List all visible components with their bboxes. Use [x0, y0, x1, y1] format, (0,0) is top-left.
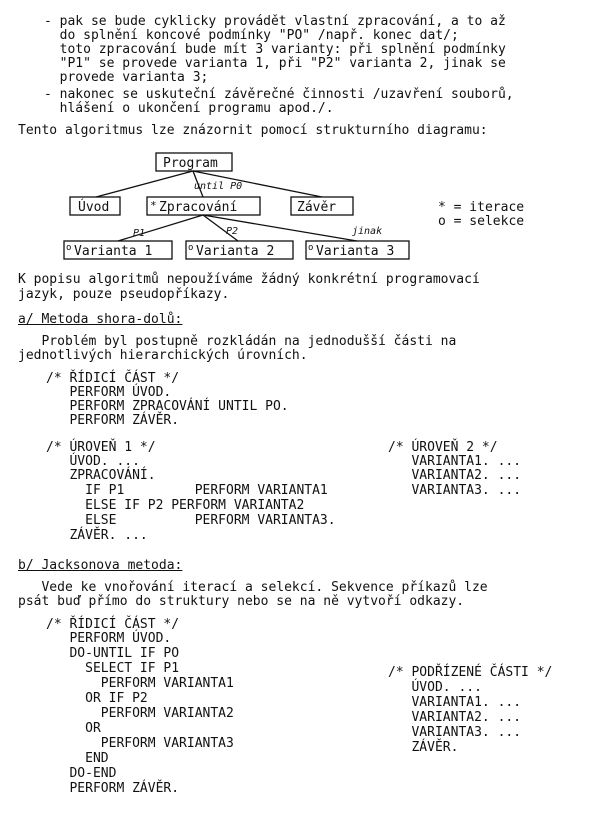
- code-line: ZPRACOVÁNÍ.: [46, 468, 156, 483]
- section-b-heading: b/ Jacksonova metoda:: [18, 558, 183, 573]
- intro-line: - pak se bude cyklicky provádět vlastní zpracování, a to až: [44, 14, 506, 29]
- code-line: PERFORM VARIANTA3: [46, 736, 234, 751]
- diagram-label-varianta1: Varianta 1: [74, 244, 153, 259]
- code-line: /* PODŘÍZENÉ ČÁSTI */: [388, 665, 553, 680]
- intro-line: do splnění koncové podmínky "PO" /např. konec dat/;: [44, 28, 459, 43]
- code-line: VARIANTA2. ...: [388, 468, 522, 483]
- intro-line: hlášení o ukončení programu apod./.: [44, 101, 334, 116]
- diagram-label-p1: P1: [133, 228, 146, 239]
- code-line: VARIANTA1. ...: [388, 695, 522, 710]
- code-line: OR IF P2: [46, 691, 148, 706]
- diagram-label-zaver: Závěr: [297, 200, 337, 215]
- code-line: PERFORM VARIANTA1: [46, 676, 234, 691]
- diagram-label-varianta3: Varianta 3: [316, 244, 395, 259]
- code-line: ELSE PERFORM VARIANTA3.: [46, 513, 336, 528]
- code-line: PERFORM ZÁVĚR.: [46, 413, 180, 428]
- code-line: VARIANTA1. ...: [388, 454, 522, 469]
- code-line: ÚVOD. ...: [388, 680, 482, 695]
- selection-mark: o: [188, 243, 194, 253]
- code-line: ÚVOD. ...: [46, 454, 140, 469]
- code-line: VARIANTA3. ...: [388, 725, 522, 740]
- code-line: ZÁVĚR.: [388, 740, 459, 755]
- code-line: PERFORM ÚVOD.: [46, 385, 172, 400]
- diagram-label-uvod: Úvod: [78, 200, 110, 215]
- code-line: OR: [46, 721, 101, 736]
- code-line: DO-END: [46, 766, 117, 781]
- code-line: /* ŘÍDICÍ ČÁST */: [46, 371, 180, 386]
- diagram-label-zpracovani: Zpracování: [159, 200, 238, 215]
- section-b-paragraph-line: Vede ke vnořování iterací a selekcí. Sekvence příkazů lze: [18, 580, 488, 595]
- diagram-intro: Tento algoritmus lze znázornit pomocí strukturního diagramu:: [18, 123, 488, 138]
- diagram-label-program: Program: [163, 156, 218, 171]
- intro-line: toto zpracování bude mít 3 varianty: při splnění podmínky: [44, 42, 506, 57]
- code-line: /* ÚROVEŇ 1 */: [46, 440, 156, 455]
- legend-selection: o = selekce: [438, 214, 525, 229]
- code-line: PERFORM VARIANTA2: [46, 706, 234, 721]
- diagram-label-until: until P0: [194, 181, 243, 192]
- selection-mark: o: [66, 243, 72, 253]
- code-line: DO-UNTIL IF PO: [46, 646, 180, 661]
- code-line: SELECT IF P1: [46, 661, 180, 676]
- code-line: END: [46, 751, 109, 766]
- code-line: /* ÚROVEŇ 2 */: [388, 440, 498, 455]
- code-line: PERFORM ZPRACOVÁNÍ UNTIL PO.: [46, 399, 289, 414]
- diagram-label-p2: P2: [226, 226, 239, 237]
- intro-line: "P1" se provede varianta 1, při "P2" varianta 2, jinak se: [44, 56, 506, 71]
- section-a-paragraph-line: Problém byl postupně rozkládán na jednodušší části na: [18, 334, 457, 349]
- diagram-label-varianta2: Varianta 2: [196, 244, 275, 259]
- note-line: jazyk, pouze pseudopříkazy.: [18, 287, 230, 302]
- code-line: PERFORM ÚVOD.: [46, 631, 172, 646]
- intro-line: - nakonec se uskuteční závěrečné činnosti /uzavření souborů,: [44, 87, 514, 102]
- connector: [96, 171, 193, 197]
- code-line: ZÁVĚR. ...: [46, 528, 148, 543]
- code-line: /* ŘÍDICÍ ČÁST */: [46, 617, 180, 632]
- code-line: VARIANTA3. ...: [388, 483, 522, 498]
- structure-diagram: [0, 0, 599, 270]
- note-line: K popisu algoritmů nepoužíváme žádný konkrétní programovací: [18, 272, 480, 287]
- code-line: IF P1 PERFORM VARIANTA1: [46, 483, 328, 498]
- code-line: VARIANTA2. ...: [388, 710, 522, 725]
- iteration-mark: *: [150, 199, 157, 212]
- diagram-label-jinak: jinak: [352, 226, 383, 237]
- connector: [118, 215, 203, 241]
- code-line: ELSE IF P2 PERFORM VARIANTA2: [46, 498, 305, 513]
- selection-mark: o: [308, 243, 314, 253]
- section-b-paragraph-line: psát buď přímo do struktury nebo se na ně vytvoří odkazy.: [18, 594, 465, 609]
- legend-iteration: * = iterace: [438, 200, 525, 215]
- code-line: PERFORM ZÁVĚR.: [46, 781, 180, 796]
- section-a-paragraph-line: jednotlivých hierarchických úrovních.: [18, 348, 308, 363]
- intro-line: provede varianta 3;: [44, 70, 209, 85]
- section-a-heading: a/ Metoda shora-dolů:: [18, 312, 183, 327]
